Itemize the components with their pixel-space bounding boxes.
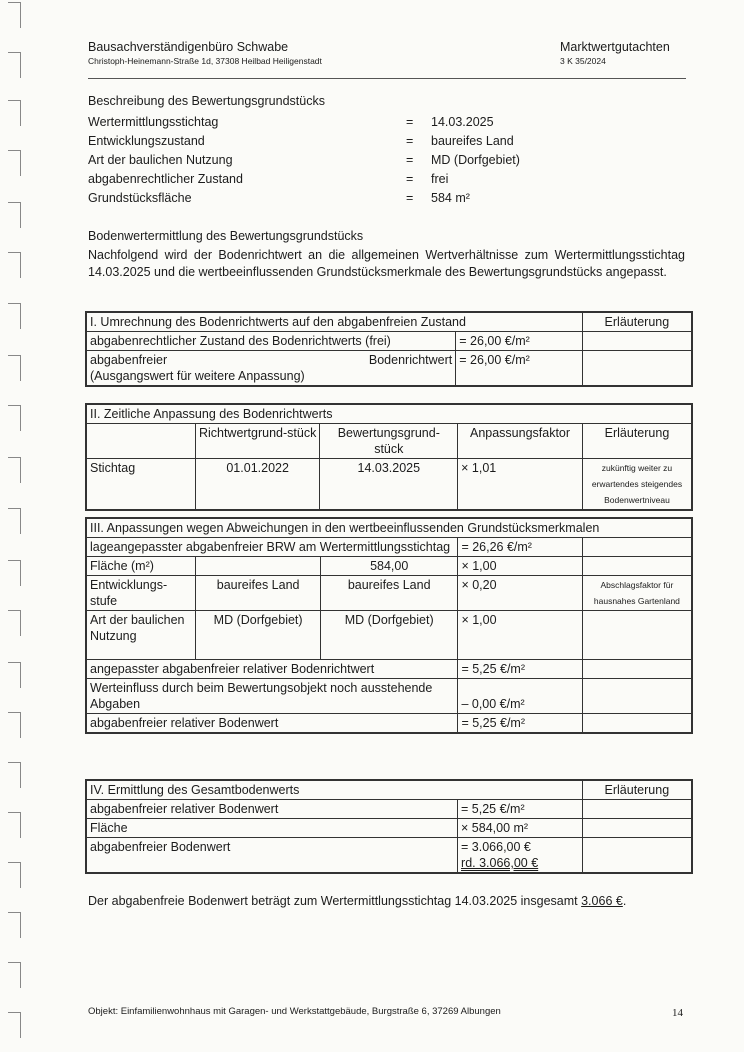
row-label: abgabenfreier Bodenwert — [86, 838, 458, 874]
row-label-part: (Ausgangswert für weitere Anpassung) — [90, 369, 305, 383]
edge-mark — [8, 252, 21, 278]
table-temporal-adjustment — [85, 403, 693, 511]
row-label: Art der baulichen Nutzung — [86, 611, 196, 660]
row-label: abgabenfreier relativer Bodenwert — [86, 714, 458, 734]
subject-value: MD (Dorfgebiet) — [320, 611, 458, 660]
subject-value: 584,00 — [320, 557, 458, 576]
reference-value: MD (Dorfgebiet) — [196, 611, 321, 660]
row-label: abgabenfreier relativer Bodenwert — [86, 800, 458, 819]
row-value: = 26,26 €/m² — [458, 538, 582, 557]
column-header-subject-plot: Bewertungsgrund-stück — [320, 424, 458, 459]
edge-mark — [8, 52, 21, 78]
edge-mark — [8, 150, 21, 176]
row-explanation — [582, 800, 692, 819]
property-key: Entwicklungszustand — [88, 134, 205, 148]
reference-date: 01.01.2022 — [195, 459, 320, 511]
adjustment-factor: × 1,00 — [458, 611, 582, 660]
row-explanation: Abschlagsfaktor für hausnahes Gartenland — [582, 576, 692, 611]
row-value: = 5,25 €/m² — [458, 714, 582, 734]
column-header-explanation: Erläuterung — [582, 424, 692, 459]
edge-mark — [8, 2, 21, 28]
section-title-valuation: Bodenwertermittlung des Bewertungsgrundstücks — [88, 229, 364, 243]
row-label: Entwicklungs-stufe — [86, 576, 196, 611]
edge-mark — [8, 662, 21, 688]
edge-mark — [8, 100, 21, 126]
page-number: 14 — [672, 1007, 683, 1019]
property-value: baureifes Land — [431, 134, 514, 148]
table-characteristic-adjustments — [85, 517, 693, 734]
column-header-explanation: Erläuterung — [582, 312, 692, 332]
edge-mark — [8, 508, 21, 534]
row-value: = 26,00 €/m² — [456, 351, 582, 387]
row-explanation — [582, 557, 692, 576]
row-explanation — [582, 611, 692, 660]
row-explanation — [582, 714, 692, 734]
subject-value: baureifes Land — [320, 576, 458, 611]
edge-mark — [8, 1012, 21, 1038]
property-eq: = — [406, 172, 414, 186]
row-label: lageangepasster abgabenfreier BRW am Wertermittlungsstichtag — [86, 538, 458, 557]
edge-mark — [8, 712, 21, 738]
row-explanation — [582, 538, 692, 557]
reference-value: baureifes Land — [196, 576, 321, 611]
edge-mark — [8, 560, 21, 586]
land-value-rounded: rd. 3.066,00 € — [461, 856, 539, 870]
reference-value — [196, 557, 321, 576]
row-explanation — [582, 660, 692, 679]
row-value — [458, 838, 583, 874]
property-key: Grundstücksfläche — [88, 191, 192, 205]
table-title: III. Anpassungen wegen Abweichungen in den wertbeeinflussenden Grundstücksmerkmalen — [86, 518, 692, 538]
row-explanation: zukünftig weiter zu erwartendes steigendes Bodenwertniveau — [582, 459, 692, 511]
row-label — [86, 351, 456, 387]
adjustment-factor: × 1,01 — [458, 459, 583, 511]
row-explanation — [582, 679, 692, 714]
conclusion-sentence — [88, 894, 626, 908]
property-key: Wertermittlungsstichtag — [88, 115, 219, 129]
property-value: 14.03.2025 — [431, 115, 494, 129]
conclusion-end: . — [622, 894, 627, 908]
office-address: Christoph-Heinemann-Straße 1d, 37308 Heilbad Heiligenstadt — [88, 56, 322, 66]
binder-edge-marks — [0, 0, 22, 1052]
property-key: abgabenrechtlicher Zustand — [88, 172, 243, 186]
row-value: = 26,00 €/m² — [456, 332, 582, 351]
header-divider — [88, 78, 686, 79]
edge-mark — [8, 762, 21, 788]
conclusion-text: Der abgabenfreie Bodenwert beträgt zum Wertermittlungsstichtag 14.03.2025 insgesamt — [88, 894, 578, 908]
property-eq: = — [406, 191, 414, 205]
row-explanation — [582, 819, 692, 838]
row-label: Fläche (m²) — [86, 557, 196, 576]
edge-mark — [8, 355, 21, 381]
table-title: II. Zeitliche Anpassung des Bodenrichtwerts — [86, 404, 692, 424]
conclusion-amount: 3.066 € — [581, 894, 623, 908]
row-value: = 5,25 €/m² — [458, 800, 583, 819]
row-label-part: Bodenrichtwert — [368, 353, 453, 367]
header-empty — [86, 424, 195, 459]
adjustment-factor: × 1,00 — [458, 557, 582, 576]
edge-mark — [8, 303, 21, 329]
document-reference: 3 K 35/2024 — [560, 56, 606, 66]
property-eq: = — [406, 134, 414, 148]
land-value-exact: = 3.066,00 € — [461, 840, 531, 854]
column-header-explanation: Erläuterung — [582, 780, 692, 800]
table-title: IV. Ermittlung des Gesamtbodenwerts — [86, 780, 582, 800]
row-explanation — [582, 351, 692, 387]
property-eq: = — [406, 153, 414, 167]
row-label-part: abgabenfreier — [90, 353, 168, 367]
row-explanation — [582, 838, 692, 874]
section-title-description: Beschreibung des Bewertungsgrundstücks — [88, 94, 325, 108]
intro-paragraph: Nachfolgend wird der Bodenrichtwert an die allgemeinen Wertverhältnisse zum Wertermittlungsstichtag 14.03.2025 und die wertbeeinflussenden Grundstücksmerkmale des Bewertungsgrundstücks angepasst. — [88, 248, 685, 279]
edge-mark — [8, 610, 21, 636]
table-conversion — [85, 311, 693, 387]
property-key: Art der baulichen Nutzung — [88, 153, 233, 167]
edge-mark — [8, 862, 21, 888]
row-label: Fläche — [86, 819, 458, 838]
property-value: frei — [431, 172, 449, 186]
column-header-adjustment-factor: Anpassungsfaktor — [458, 424, 583, 459]
property-value: MD (Dorfgebiet) — [431, 153, 520, 167]
row-value: × 584,00 m² — [458, 819, 583, 838]
table-total-land-value — [85, 779, 693, 874]
subject-date: 14.03.2025 — [320, 459, 458, 511]
row-label: Werteinfluss durch beim Bewertungsobjekt noch ausstehende Abgaben — [86, 679, 458, 714]
edge-mark — [8, 912, 21, 938]
row-explanation — [582, 332, 692, 351]
document-type: Marktwertgutachten — [560, 40, 670, 54]
row-label: Stichtag — [86, 459, 195, 511]
adjustment-factor: × 0,20 — [458, 576, 582, 611]
edge-mark — [8, 457, 21, 483]
footer-object: Objekt: Einfamilienwohnhaus mit Garagen- und Werkstattgebäude, Burgstraße 6, 37269 Albungen — [88, 1006, 501, 1017]
row-label: abgabenrechtlicher Zustand des Bodenrichtwerts (frei) — [86, 332, 456, 351]
row-value: = 5,25 €/m² — [458, 660, 582, 679]
edge-mark — [8, 962, 21, 988]
edge-mark — [8, 202, 21, 228]
edge-mark — [8, 405, 21, 431]
office-name: Bausachverständigenbüro Schwabe — [88, 40, 289, 54]
edge-mark — [8, 812, 21, 838]
column-header-reference-plot: Richtwertgrund-stück — [195, 424, 320, 459]
row-value: – 0,00 €/m² — [458, 679, 582, 714]
property-value: 584 m² — [431, 191, 470, 205]
property-eq: = — [406, 115, 414, 129]
table-title: I. Umrechnung des Bodenrichtwerts auf den abgabenfreien Zustand — [86, 312, 582, 332]
row-label: angepasster abgabenfreier relativer Bodenrichtwert — [86, 660, 458, 679]
